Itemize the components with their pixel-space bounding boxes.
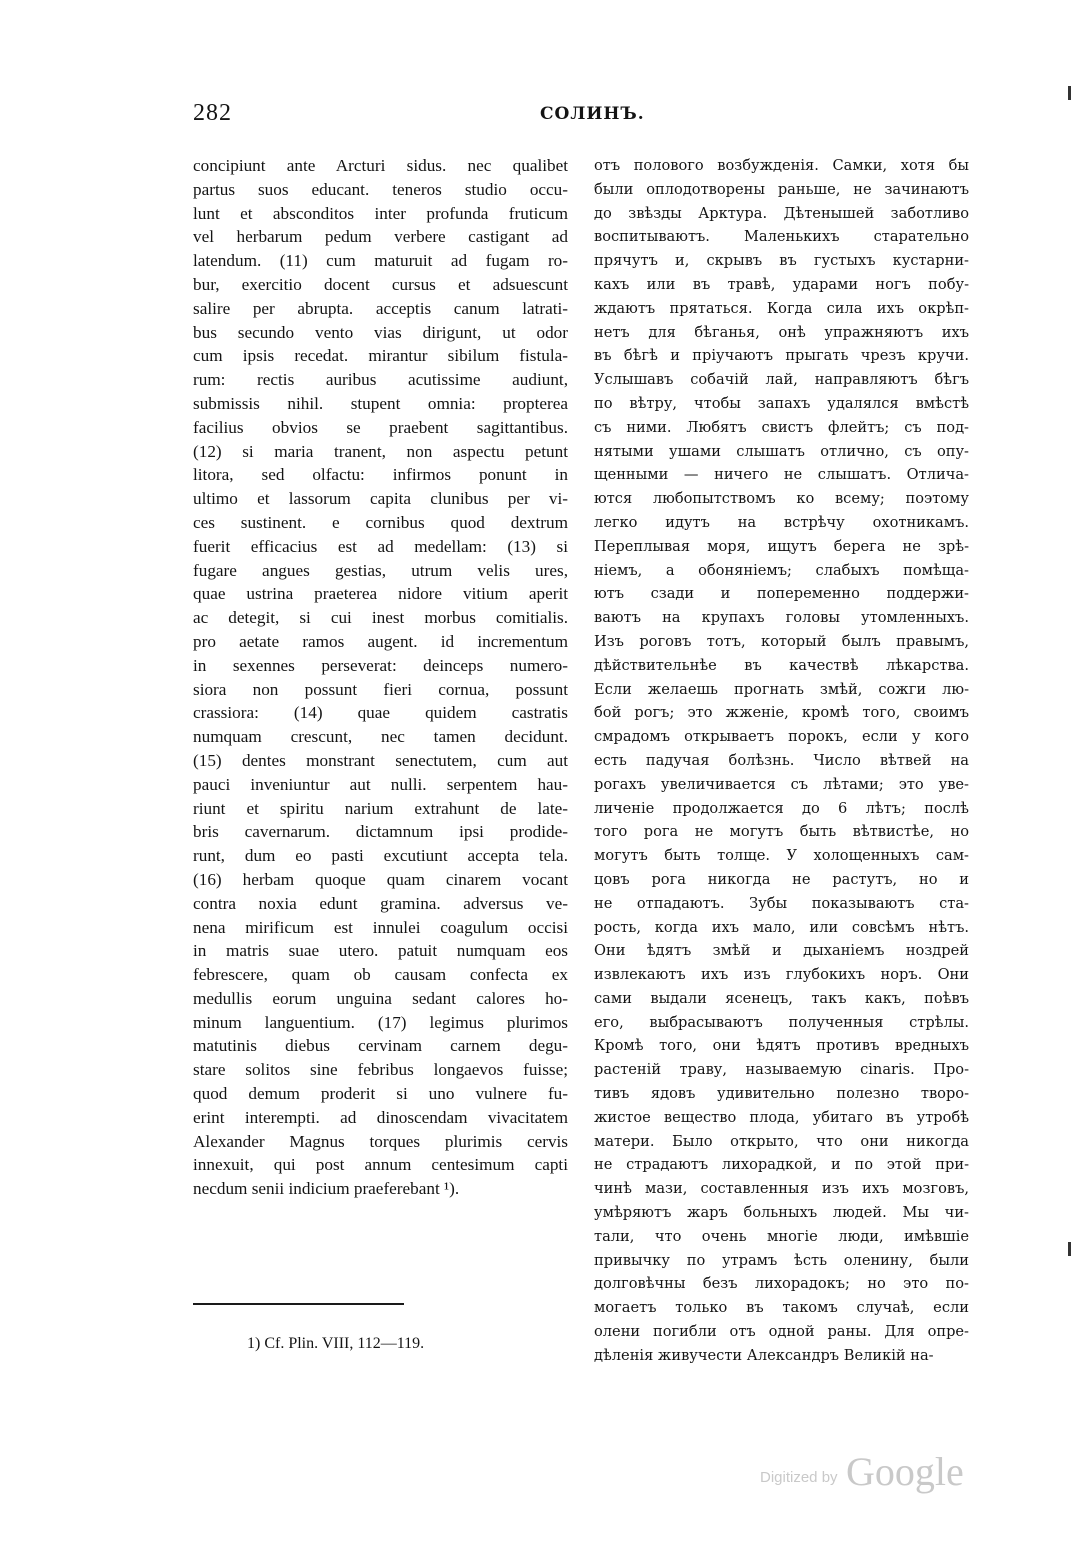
text-line: его, выбрасываютъ полученныя стрѣлы.	[594, 1013, 969, 1031]
text-line: Они ѣдятъ змѣй и дыханіемъ ноздрей	[594, 942, 969, 960]
text-line: кахъ или въ травѣ, ударами ногъ побу-	[594, 275, 969, 293]
text-line: quae ustrina praeterea nidore vitium aperit	[193, 584, 568, 604]
text-line: не страдаютъ лихорадкой, и по этой при-	[594, 1156, 969, 1174]
text-line: тали, что очень многіе люди, имѣвшіе	[594, 1227, 969, 1245]
text-line: bus secundo vento vias dirigunt, ut odor	[193, 322, 568, 342]
text-line: Услышавъ собачій лай, направляютъ бѣгъ	[594, 371, 969, 389]
text-line: Изъ роговъ тотъ, который былъ правымъ,	[594, 632, 969, 650]
text-line: vel herbarum pedum verbere castigant ad	[193, 227, 568, 247]
text-line: contra noxia edunt gramina. adversus ve-	[193, 893, 568, 913]
text-line: есть падучая болѣзнь. Число вѣтвей на	[594, 751, 969, 769]
text-line: Если желаешь прогнать змѣй, сожги лю-	[594, 680, 969, 698]
text-line: nena mirificum est innulei coagulum occisi	[193, 917, 568, 937]
text-line: ac detegit, si cui inest morbus comitialis.	[193, 608, 568, 628]
text-line: съ ними. Любятъ свистъ флейтъ; съ под-	[594, 418, 969, 436]
text-line: erint interempti. ad dinoscendam vivacitatem	[193, 1107, 568, 1127]
text-line: были оплодотворены раньше, не зачинаютъ	[594, 180, 969, 198]
edge-scan-mark	[1068, 86, 1071, 100]
text-line: pauci inveniuntur aut nulli. serpentem hau-	[193, 774, 568, 794]
text-line: отъ полового возбужденія. Самки, хотя бы	[594, 157, 969, 174]
watermark-brand: Google	[846, 1449, 964, 1494]
text-line: въ бѣгѣ и пріучаютъ прыгать чрезъ кручи.	[594, 347, 969, 365]
text-line: прячутъ и, скрывъ въ густыхъ кустарни-	[594, 252, 969, 270]
text-line: матери. Было открыто, что они никогда	[594, 1132, 969, 1150]
text-line: не отпадаютъ. Зубы показываютъ ста-	[594, 894, 969, 912]
text-line: того рога не могутъ быть вѣтвистѣе, но	[594, 823, 969, 841]
text-line: ces sustinent. e cornibus quod dextrum	[193, 512, 568, 532]
text-line: цовъ рога никогда не растутъ, но и	[594, 870, 969, 888]
text-line: тивъ ядовъ удивительно полезно творо-	[594, 1085, 969, 1103]
text-line: fugare angues gestias, utrum velis ures,	[193, 560, 568, 580]
running-head: СОЛИНЪ.	[540, 104, 645, 124]
google-watermark	[760, 1448, 964, 1495]
text-line: дѣйствительнѣе въ качествѣ лѣкарства.	[594, 656, 969, 674]
text-line: до звѣзды Арктура. Дѣтенышей заботливо	[594, 204, 969, 222]
text-line: сами выдали ясенецъ, такъ какъ, поѣвъ	[594, 989, 969, 1007]
text-line: litora, sed olfactu: infirmos ponunt in	[193, 465, 568, 485]
edge-scan-mark	[1068, 1242, 1071, 1256]
text-line: жистое вещество плода, убитаго въ утробѣ	[594, 1108, 969, 1126]
text-line: долговѣчны безъ лихорадокъ; но это по-	[594, 1275, 969, 1293]
text-line: олени погибли отъ одной раны. Для опре-	[594, 1323, 969, 1341]
text-line: привычку по утрамъ ѣсть оленину, были	[594, 1251, 969, 1269]
text-line: riunt et spiritu narium extrahunt de late-	[193, 798, 568, 818]
text-line: ніемъ, а обоняніемъ; слабыхъ помѣща-	[594, 561, 969, 579]
text-line: могутъ быть толще. У холощенныхъ сам-	[594, 847, 969, 865]
russian-text-column	[594, 154, 969, 1368]
text-line: concipiunt ante Arcturi sidus. nec qualibet	[193, 156, 568, 175]
text-line: fuerit efficacius est ad medellam: (13) si	[193, 536, 568, 556]
text-line: facilius obvios se praebent sagittantibus.	[193, 417, 568, 437]
page-number: 282	[193, 100, 232, 126]
text-line: necdum senii indicium praeferebant ¹).	[193, 1179, 460, 1199]
footnote: 1) Cf. Plin. VIII, 112—119.	[247, 1335, 425, 1352]
text-line: (15) dentes monstrant senectutem, cum aut	[193, 750, 568, 770]
text-line: ютъ сзади и попеременно поддержи-	[594, 585, 969, 603]
text-line: submissis nihil. stupent omnia: propterea	[193, 393, 568, 413]
text-line: щенными — ничего не слышатъ. Отлича-	[594, 466, 969, 484]
text-line: нетъ для бѣганья, онѣ упражняютъ ихъ	[594, 323, 969, 341]
latin-text-column	[193, 154, 568, 1201]
text-line: могаетъ только въ такомъ случаѣ, если	[594, 1299, 969, 1317]
text-line: растеній траву, называемую cinaris. Про-	[594, 1061, 969, 1079]
watermark-prefix: Digitized by	[760, 1469, 838, 1486]
text-line: чинѣ мази, составленныя изъ ихъ мозговъ,	[594, 1180, 969, 1198]
text-line: pro aetate ramos augent. id incrementum	[193, 631, 568, 651]
text-line: (12) si maria tranent, non aspectu petunt	[193, 441, 568, 461]
text-line: in sexennes perseverat: deinceps numero-	[193, 655, 568, 675]
text-line: medullis eorum unguina sedant calores ho-	[193, 988, 568, 1008]
text-line: febrescere, quam ob causam confecta ex	[193, 965, 568, 985]
text-line: crassiora: (14) quae quidem castratis	[193, 703, 568, 723]
text-line: salire per abrupta. acceptis canum latrati-	[193, 298, 568, 318]
text-line: нятыми ушами слышатъ отлично, съ опу-	[594, 442, 969, 460]
text-line: рость, когда ихъ мало, или совсѣмъ нѣтъ.	[594, 918, 969, 936]
text-line: Переплывая моря, ищутъ берега не зрѣ-	[594, 537, 969, 555]
text-line: дѣленія живучести Александръ Великій на-	[594, 1346, 934, 1364]
text-line: по вѣтру, чтобы запахъ удалялся вмѣстѣ	[594, 394, 969, 412]
text-line: cum ipsis recedat. mirantur sibilum fistula-	[193, 346, 568, 366]
text-line: innexuit, qui post annum centesimum capti	[193, 1155, 568, 1175]
text-line: minum languentium. (17) legimus plurimos	[193, 1012, 568, 1032]
footnote-divider	[193, 1303, 404, 1305]
text-line: Alexander Magnus torques plurimis cervis	[193, 1131, 568, 1151]
text-line: бой рогъ; это жженіе, кромѣ того, своимъ	[594, 704, 969, 722]
text-line: bris cavernarum. dictamnum ipsi prodide-	[193, 822, 568, 842]
text-line: numquam crescunt, nec tamen decidunt.	[193, 727, 568, 747]
text-line: рогахъ увеличивается съ лѣтами; это уве-	[594, 775, 969, 793]
text-line: ются любопытствомъ ко всему; поэтому	[594, 490, 969, 508]
text-line: извлекаютъ ихъ изъ глубокихъ норъ. Они	[594, 966, 969, 984]
text-line: Кромѣ того, они ѣдятъ противъ вредныхъ	[594, 1037, 969, 1055]
text-line: ждаютъ прятаться. Когда сила ихъ окрѣп-	[594, 299, 969, 317]
text-line: bur, exercitio docent cursus et adsuescunt	[193, 274, 568, 294]
text-line: личеніе продолжается до 6 лѣтъ; послѣ	[594, 799, 969, 817]
text-line: lunt et absconditos inter profunda fruticum	[193, 203, 568, 223]
text-line: (16) herbam quoque quam cinarem vocant	[193, 869, 568, 889]
text-line: matutinis diebus cervinam carnem degu-	[193, 1036, 568, 1056]
text-line: latendum. (11) cum maturuit ad fugam ro-	[193, 251, 568, 271]
text-line: умѣряютъ жаръ больныхъ людей. Мы чи-	[594, 1204, 969, 1222]
text-line: runt, dum eo pasti excutiunt accepta tela.	[193, 846, 568, 866]
text-line: rum: rectis auribus acutissime audiunt,	[193, 370, 568, 390]
text-line: stare solitos sine febribus longaevos fuisse;	[193, 1060, 568, 1080]
text-line: ultimo et lassorum capita clunibus per vi-	[193, 489, 568, 509]
text-line: воспитываютъ. Маленькихъ старательно	[594, 228, 969, 246]
text-line: quod demum proderit si uno vulnere fu-	[193, 1084, 568, 1104]
text-line: partus suos educant. teneros studio occu-	[193, 179, 568, 199]
text-line: in matris suae utero. patuit numquam eos	[193, 941, 568, 961]
text-line: ваютъ на крупахъ головы утомленныхъ.	[594, 609, 969, 627]
text-line: легко идутъ на встрѣчу охотникамъ.	[594, 513, 969, 531]
text-line: siora non possunt fieri cornua, possunt	[193, 679, 568, 699]
text-line: смрадомъ открываетъ порокъ, если у кого	[594, 728, 969, 746]
